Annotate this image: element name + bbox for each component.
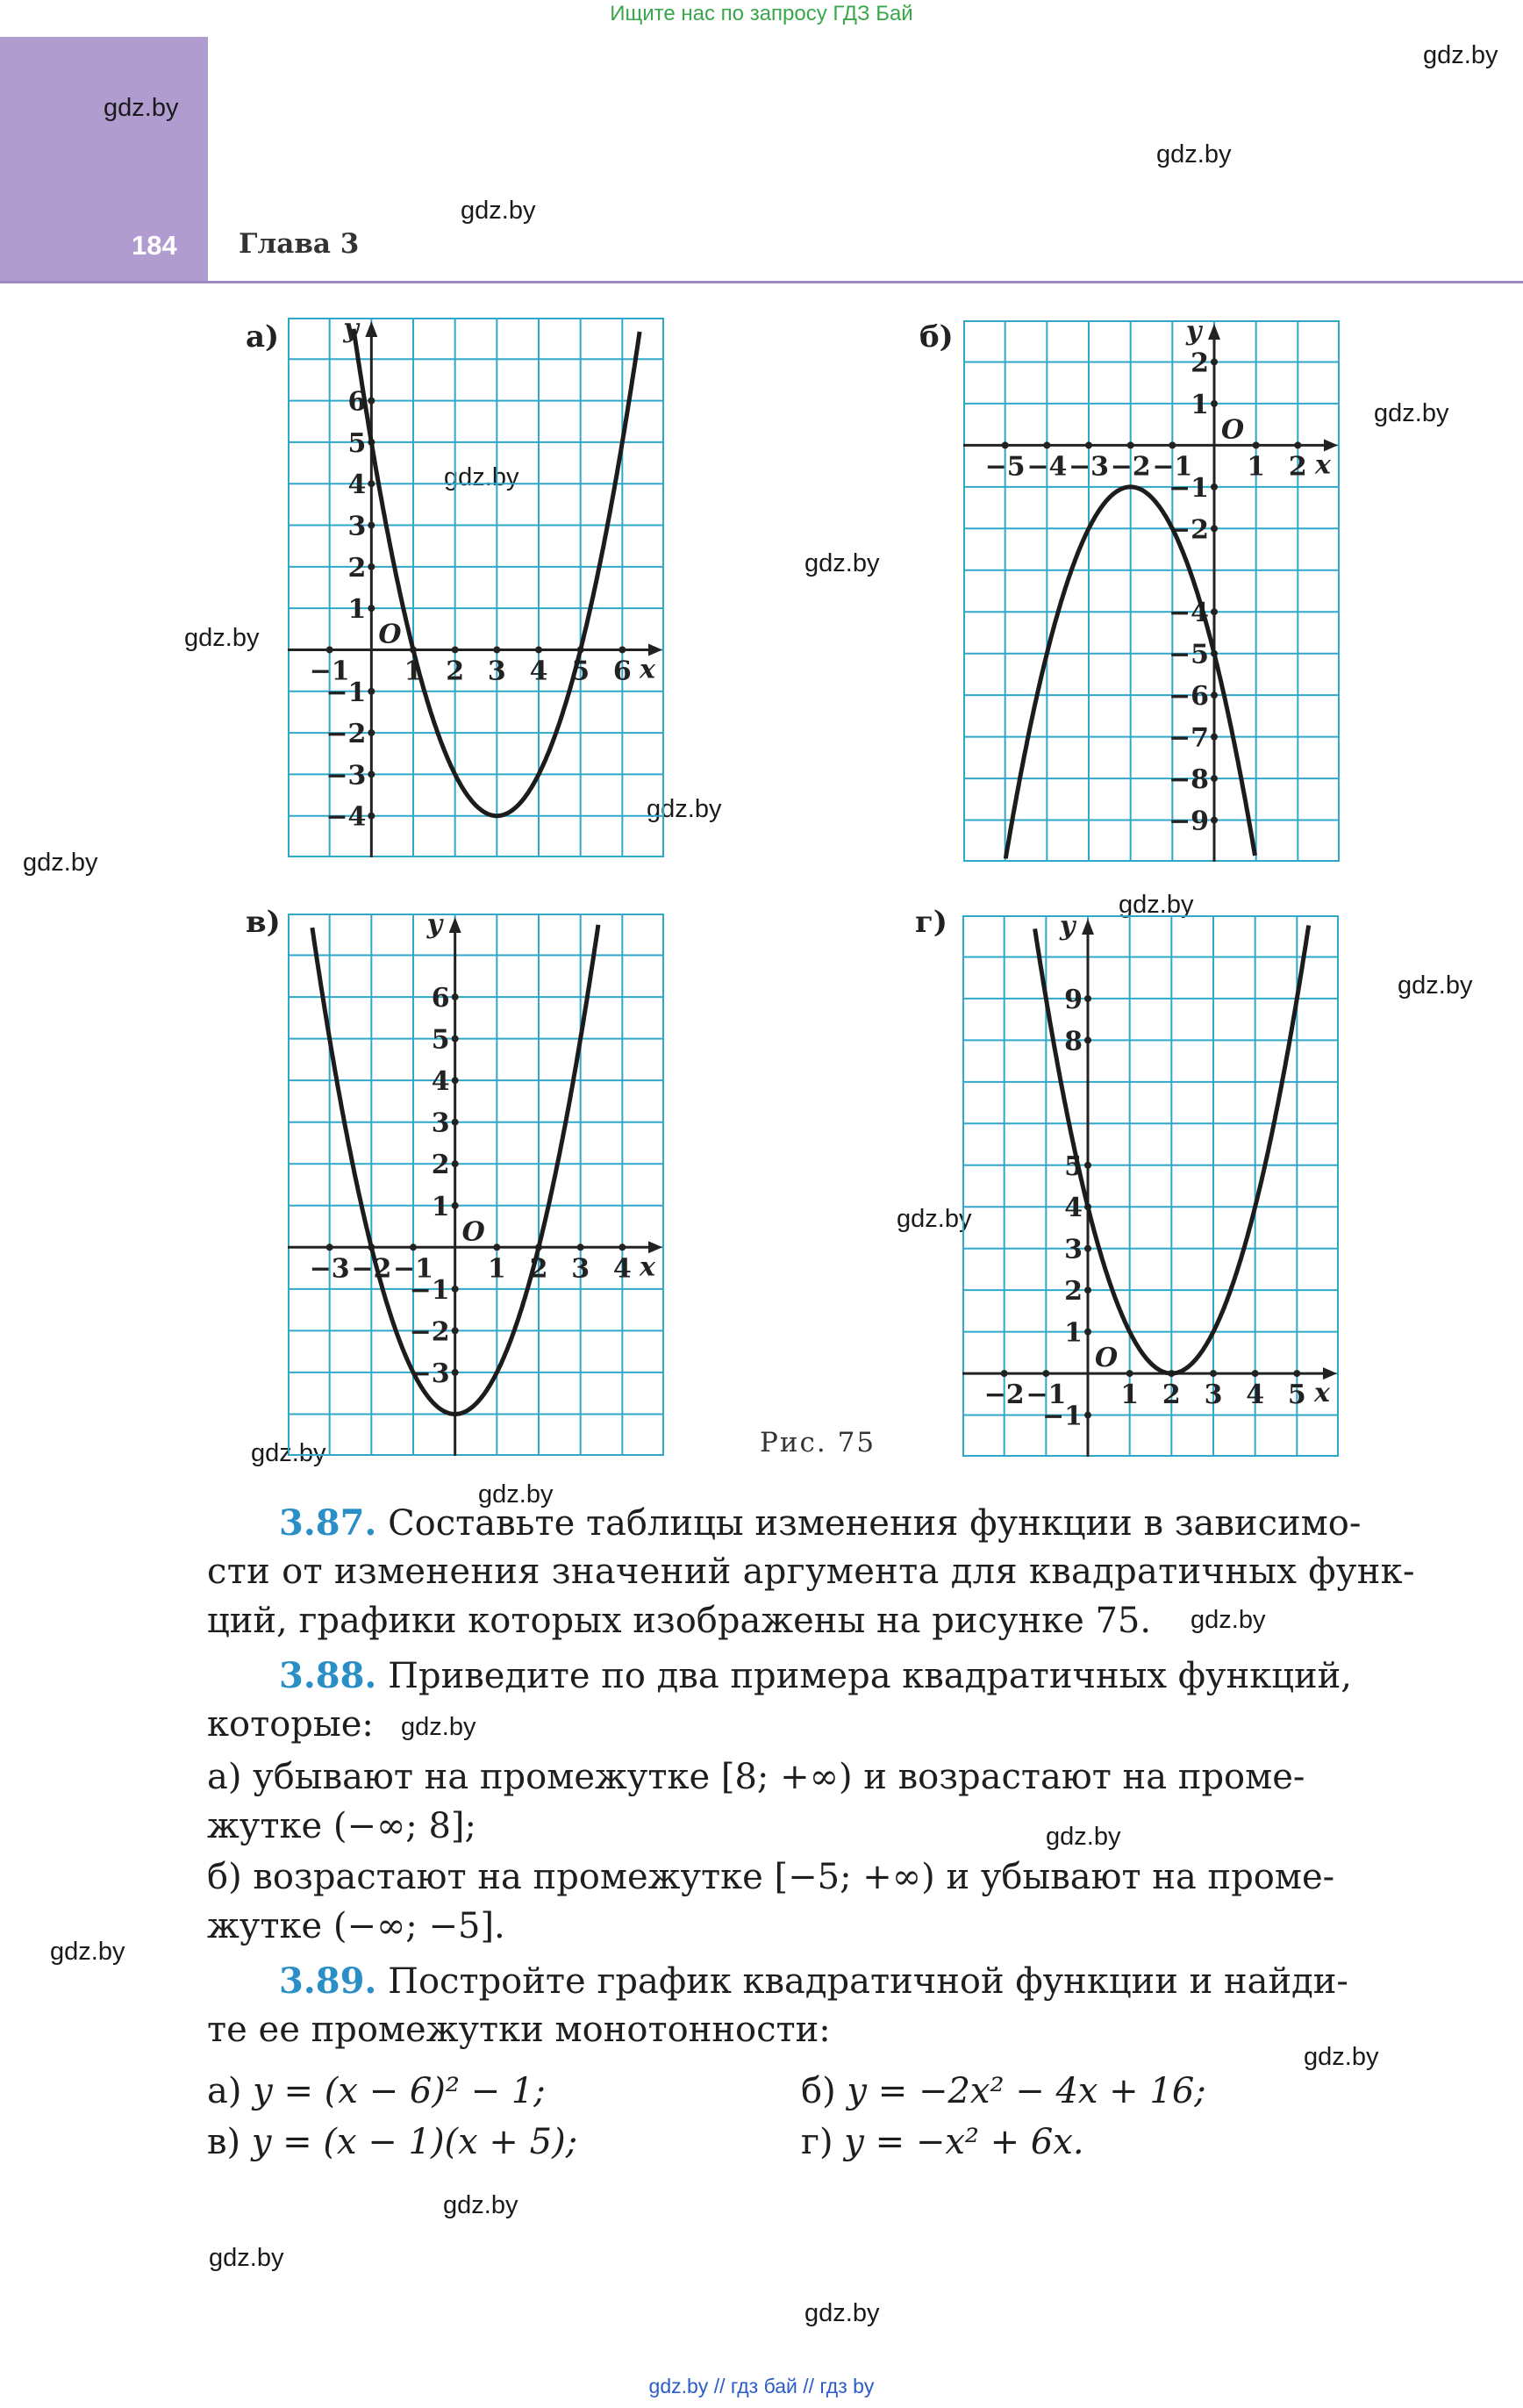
y-tick-label: 1 (1064, 1317, 1083, 1349)
task-text: Постройте график квадратичной функции и найди- (388, 1961, 1348, 2002)
x-tick-dot (493, 1243, 500, 1251)
y-tick-label: −8 (1168, 764, 1209, 796)
watermark: gdz.by (23, 849, 98, 877)
item-formula: y = (x − 6)² − 1; (253, 2071, 546, 2111)
x-tick-dot (410, 1243, 417, 1251)
watermark: gdz.by (444, 463, 519, 491)
y-tick-label: 2 (1191, 348, 1209, 379)
x-tick-dot (618, 1243, 626, 1251)
y-tick-label: −3 (325, 760, 367, 792)
watermark: gdz.by (1046, 1823, 1121, 1851)
y-tick-dot (452, 1119, 459, 1126)
y-tick-dot (368, 770, 375, 778)
origin-label: O (1221, 414, 1245, 446)
y-tick-label: −5 (1168, 639, 1209, 670)
y-tick-label: −1 (409, 1274, 450, 1306)
item-label: в) (207, 2122, 241, 2162)
x-tick-dot (1042, 1370, 1049, 1377)
y-tick-label: −1 (1168, 472, 1209, 504)
x-tick-dot (1210, 1370, 1217, 1377)
y-tick-label: 8 (1064, 1026, 1083, 1057)
y-tick-dot (452, 1036, 459, 1043)
x-tick-dot (452, 646, 459, 653)
task-3-88-line-2: которые: (207, 1704, 374, 1745)
task-number: 3.87. (279, 1502, 377, 1544)
x-axis-label: x (640, 654, 655, 685)
y-tick-label: 5 (1064, 1150, 1083, 1182)
graph-a-label: а) (246, 319, 280, 355)
y-tick-label: 6 (347, 386, 367, 418)
task-3-88-line-3: а) убывают на промежутке [8; +∞) и возрастают на проме- (207, 1757, 1305, 1797)
x-tick-label: −1 (309, 656, 350, 687)
task-number: 3.88. (279, 1655, 377, 1696)
y-tick-label: 3 (431, 1107, 450, 1139)
y-tick-label: 1 (347, 594, 367, 626)
watermark: gdz.by (50, 1938, 125, 1966)
y-tick-label: −2 (1168, 514, 1209, 546)
y-tick-label: −4 (325, 801, 367, 833)
y-tick-label: −1 (1041, 1401, 1083, 1432)
y-tick-dot (1211, 484, 1218, 491)
y-tick-dot (452, 993, 459, 1000)
origin-label: O (461, 1216, 485, 1248)
y-tick-label: 2 (431, 1150, 450, 1181)
x-tick-label: 5 (1287, 1380, 1306, 1411)
y-tick-label: 6 (431, 983, 450, 1014)
task-3-89-line-1 (279, 1960, 1348, 2002)
x-tick-label: 2 (529, 1253, 548, 1285)
y-tick-label: 3 (347, 511, 367, 542)
watermark: gdz.by (1304, 2043, 1379, 2071)
x-tick-label: 3 (571, 1253, 590, 1285)
page-number: 184 (132, 230, 177, 261)
x-tick-label: −5 (984, 451, 1026, 483)
task-3-89-item-v (207, 2122, 577, 2162)
graph-a (288, 318, 664, 857)
y-tick-label: 2 (1064, 1276, 1083, 1308)
item-label: г) (801, 2122, 833, 2162)
y-tick-dot (368, 522, 375, 529)
y-tick-dot (1084, 1286, 1091, 1294)
watermark: gdz.by (401, 1713, 476, 1741)
y-tick-dot (1211, 817, 1218, 824)
y-tick-dot (368, 813, 375, 820)
x-tick-label: −3 (309, 1253, 350, 1285)
y-tick-dot (452, 1369, 459, 1376)
x-tick-label: 2 (1162, 1380, 1181, 1411)
x-tick-dot (493, 646, 500, 653)
header-divider (0, 281, 1523, 283)
y-tick-label: 5 (347, 427, 367, 459)
x-tick-label: 4 (529, 656, 548, 687)
y-tick-label: −2 (325, 719, 367, 750)
y-axis-arrow (1208, 324, 1220, 340)
x-tick-dot (1043, 441, 1050, 448)
watermark: gdz.by (461, 197, 536, 225)
y-axis-arrow (449, 917, 461, 933)
y-tick-dot (1084, 995, 1091, 1002)
footer-links: gdz.by // гдз бай // гдз by (648, 2375, 875, 2397)
watermark: gdz.by (1191, 1606, 1266, 1634)
y-tick-label: 5 (431, 1024, 450, 1056)
grid-border (963, 916, 1338, 1456)
x-axis-label: x (1314, 1378, 1330, 1409)
watermark: gdz.by (184, 624, 260, 652)
y-tick-dot (1084, 1245, 1091, 1252)
y-tick-label: 1 (431, 1191, 450, 1222)
graph-v-label: в) (246, 905, 281, 940)
y-tick-label: −6 (1168, 681, 1209, 713)
x-tick-label: −3 (1068, 451, 1110, 483)
watermark: gdz.by (443, 2191, 518, 2219)
task-3-88-line-5: б) возрастают на промежутке [−5; +∞) и убывают на проме- (207, 1857, 1335, 1897)
y-tick-label: 2 (347, 552, 367, 584)
watermark: gdz.by (209, 2244, 284, 2272)
item-formula: y = −x² + 6x. (844, 2122, 1084, 2162)
task-3-89-item-a (207, 2071, 546, 2111)
y-tick-dot (1211, 775, 1218, 782)
watermark: gdz.by (1156, 140, 1232, 168)
watermark: gdz.by (647, 795, 722, 823)
x-tick-label: 6 (612, 656, 632, 687)
y-axis-label: y (1060, 915, 1076, 942)
y-tick-dot (368, 688, 375, 695)
watermark: gdz.by (804, 549, 880, 577)
item-formula: y = (x − 1)(x + 5); (251, 2122, 578, 2162)
x-tick-dot (1169, 441, 1176, 448)
x-tick-label: 2 (1288, 451, 1307, 483)
y-axis-label: y (426, 914, 443, 940)
watermark: gdz.by (1423, 41, 1498, 69)
y-tick-dot (368, 480, 375, 487)
y-tick-dot (452, 1286, 459, 1293)
task-text: Составьте таблицы изменения функции в зависимо- (388, 1503, 1362, 1544)
y-tick-dot (1211, 608, 1218, 615)
x-tick-dot (1252, 1370, 1259, 1377)
y-axis-arrow (1082, 919, 1094, 935)
x-tick-dot (326, 646, 333, 653)
x-tick-label: 1 (404, 656, 423, 687)
x-tick-label: −1 (392, 1253, 434, 1285)
chapter-title: Глава 3 (239, 228, 360, 260)
y-tick-dot (452, 1160, 459, 1167)
x-tick-label: 3 (1204, 1380, 1223, 1411)
x-axis-label: x (640, 1251, 655, 1283)
x-tick-label: 3 (487, 656, 506, 687)
y-tick-dot (1211, 734, 1218, 741)
origin-label: O (1095, 1343, 1119, 1374)
item-label: б) (801, 2071, 836, 2111)
y-tick-label: 4 (347, 469, 367, 501)
watermark: gdz.by (478, 1480, 554, 1509)
x-tick-dot (1001, 1370, 1008, 1377)
y-tick-label: 9 (1064, 984, 1083, 1015)
x-tick-label: 5 (571, 656, 590, 687)
y-tick-label: 4 (1064, 1193, 1083, 1224)
graph-g-label: г) (915, 905, 947, 940)
watermark: gdz.by (1398, 971, 1473, 1000)
task-3-88-line-1 (279, 1655, 1352, 1696)
y-axis-label: y (1186, 320, 1202, 347)
watermark: gdz.by (104, 94, 179, 122)
x-tick-dot (1127, 441, 1134, 448)
x-tick-dot (618, 646, 626, 653)
x-tick-label: 1 (1247, 451, 1266, 483)
y-axis-arrow (365, 321, 377, 337)
x-tick-dot (1126, 1370, 1133, 1377)
graph-v (288, 914, 664, 1456)
origin-label: O (378, 619, 402, 650)
y-tick-dot (368, 605, 375, 612)
watermark: gdz.by (251, 1439, 326, 1467)
y-tick-dot (1084, 1329, 1091, 1336)
y-tick-label: 3 (1064, 1234, 1083, 1265)
x-tick-label: −2 (983, 1380, 1025, 1411)
task-3-87-line-2: сти от изменения значений аргумента для квадратичных функ- (207, 1552, 1415, 1592)
x-tick-label: 1 (487, 1253, 506, 1285)
figure-caption: Рис. 75 (760, 1427, 876, 1458)
task-3-88-line-6: жутке (−∞; −5]. (207, 1906, 505, 1946)
x-tick-dot (326, 1243, 333, 1251)
task-number: 3.89. (279, 1960, 377, 2002)
task-text: Приведите по два примера квадратичных функций, (388, 1656, 1352, 1696)
x-tick-dot (1294, 441, 1301, 448)
graph-g (962, 915, 1339, 1457)
x-axis-label: x (1315, 449, 1331, 481)
y-tick-label: 4 (431, 1066, 450, 1098)
x-tick-dot (1253, 441, 1260, 448)
y-tick-dot (1211, 692, 1218, 699)
y-tick-dot (1211, 358, 1218, 365)
x-tick-label: 4 (1246, 1380, 1265, 1411)
y-tick-dot (452, 1327, 459, 1334)
y-tick-dot (1084, 1162, 1091, 1169)
y-tick-label: −1 (325, 677, 367, 708)
x-tick-label: 2 (446, 656, 465, 687)
y-tick-label: −3 (409, 1358, 450, 1389)
y-tick-dot (452, 1077, 459, 1084)
x-tick-dot (577, 1243, 584, 1251)
y-tick-dot (368, 563, 375, 570)
task-3-87-line-3: ций, графики которых изображены на рисунке 75. (207, 1601, 1152, 1641)
x-tick-label: 4 (612, 1253, 632, 1285)
item-label: а) (207, 2071, 242, 2111)
watermark: gdz.by (1119, 891, 1194, 919)
y-axis-label: y (343, 318, 359, 344)
x-tick-label: −1 (1152, 451, 1193, 483)
x-tick-label: −4 (1026, 451, 1068, 483)
y-tick-dot (368, 729, 375, 736)
x-tick-dot (1085, 441, 1092, 448)
y-tick-dot (1211, 400, 1218, 407)
x-tick-label: −2 (351, 1253, 392, 1285)
x-tick-label: −2 (1110, 451, 1151, 483)
y-tick-label: −7 (1168, 722, 1209, 754)
graph-b (963, 320, 1340, 862)
y-tick-label: −9 (1168, 806, 1209, 837)
watermark: gdz.by (897, 1205, 972, 1233)
x-tick-dot (535, 646, 542, 653)
y-tick-label: 1 (1191, 389, 1209, 420)
y-tick-label: −2 (409, 1316, 450, 1348)
x-tick-label: 1 (1120, 1380, 1140, 1411)
graph-b-label: б) (919, 319, 954, 355)
y-tick-label: −4 (1168, 598, 1209, 629)
top-search-banner: Ищите нас по запросу ГДЗ Бай (610, 2, 913, 25)
y-tick-dot (452, 1202, 459, 1209)
y-tick-dot (368, 398, 375, 405)
y-tick-dot (1084, 1036, 1091, 1043)
task-3-89-line-2: те ее промежутки монотонности: (207, 2010, 831, 2050)
task-3-87-line-1 (279, 1502, 1361, 1544)
watermark: gdz.by (804, 2299, 880, 2327)
item-formula: y = −2x² − 4x + 16; (847, 2071, 1206, 2111)
x-tick-label: −1 (1026, 1380, 1067, 1411)
x-tick-dot (1002, 441, 1009, 448)
task-3-89-item-g (801, 2122, 1084, 2162)
task-3-88-line-4: жутке (−∞; 8]; (207, 1806, 477, 1846)
y-tick-dot (1211, 525, 1218, 532)
task-3-89-item-b (801, 2071, 1206, 2111)
y-tick-dot (1084, 1412, 1091, 1419)
x-tick-dot (1293, 1370, 1300, 1377)
grid-border (289, 914, 663, 1455)
watermark: gdz.by (1374, 399, 1449, 427)
